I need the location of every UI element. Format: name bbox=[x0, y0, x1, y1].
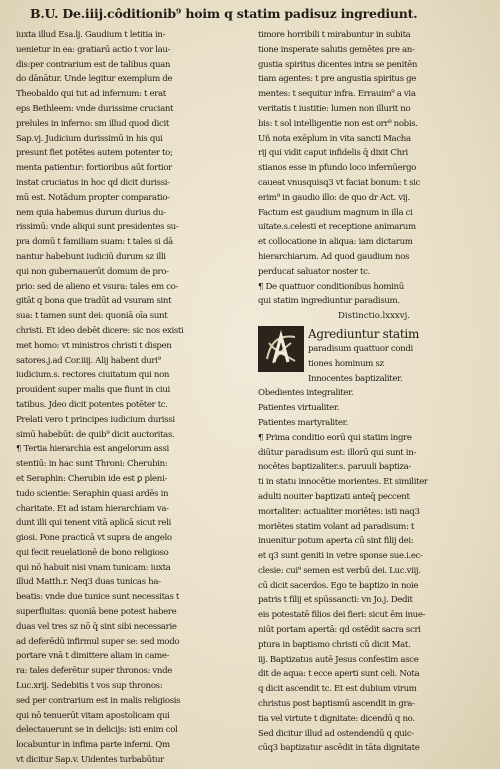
text-line: portare vnā t dimittere aliam in came- bbox=[16, 651, 170, 662]
text-line: timore horribili t mirabuntur in subita bbox=[258, 30, 411, 40]
heading-line: qui statim ingrediuntur paradisum. bbox=[258, 296, 400, 307]
text-line: et collocatione in aliqua: iam dictarum bbox=[258, 237, 413, 248]
text-line: patris t filij et spūssancti: vn Jo.j. Dedit bbox=[258, 595, 413, 606]
text-line: Sed dicitur illud ad ostendendū q quic- bbox=[258, 728, 414, 739]
text-line: mentes: t sequitur infra. Errauim⁹ a via bbox=[258, 89, 416, 100]
text-line: ti in statu innocētie morientes. Et similiter bbox=[258, 477, 428, 488]
text-line: cū dicit sacerdos. Ego te baptizo in noie bbox=[258, 580, 419, 591]
text-line: Innocentes baptizaliter. bbox=[308, 373, 403, 384]
text-line: tiones hominum sz bbox=[308, 358, 384, 369]
text-line: sua: t tamen sunt dei: quoniā oīa sunt bbox=[16, 311, 168, 322]
text-line: Uñ nota exēplum in vita sancti Macha bbox=[258, 133, 411, 144]
text-line: gustia spiritus dicentes intra se penitēn bbox=[258, 59, 418, 70]
text-line: veritatis t iustitie: lumen non illurit no bbox=[258, 103, 411, 114]
text-line: eps Bethleem: vnde durissime cruciant bbox=[16, 103, 174, 114]
text-line: prio: sed de alieno et vsura: tales em co- bbox=[16, 281, 178, 292]
text-line: Patientes martyraliter. bbox=[258, 417, 348, 428]
running-head: B.U. De.iiij.côditionib⁹ hoim q statim padisuz ingrediunt. bbox=[30, 6, 418, 21]
right-column-top-text bbox=[258, 28, 490, 280]
text-line: mortaliter: actualiter moriētes: isti naq3 bbox=[258, 506, 420, 517]
text-line: niūt portam apertā: qd ostēdit sacra scri bbox=[258, 625, 421, 636]
text-line: rissimū: vnde aliqui sunt presidentes su- bbox=[16, 222, 179, 233]
text-line: ad deferēdū infirmul super se: sed modo bbox=[16, 636, 180, 647]
text-line: superfluitas: quoniā bene potest habere bbox=[16, 607, 177, 618]
left-column bbox=[16, 28, 248, 768]
text-line: stentiū: in hac sunt Throni: Cherubin: bbox=[16, 459, 168, 470]
text-line: adulti nouiter baptizati anteq̄ peccent bbox=[258, 491, 410, 502]
text-line: dit de aqua: t ecce aperti sunt celi. Nota bbox=[258, 669, 420, 680]
text-line: prouident super malis que fiunt in ciui bbox=[16, 385, 170, 396]
text-line: qui fecit reuelationē de bono religioso bbox=[16, 547, 169, 558]
text-line: presunt fiet potētes autem potenter to; bbox=[16, 148, 173, 159]
text-line: Luc.xrij. Sedebitis t vos sup thronos: bbox=[16, 681, 163, 692]
text-line: met homo: vt ministros christi t dispen bbox=[16, 340, 172, 351]
text-line: iudicium.s. rectores ciuitatum qui non bbox=[16, 370, 170, 381]
text-line: rij qui vidit caput infidelis q̄ dixit Chri bbox=[258, 148, 408, 159]
text-line: eis potestatē filios dei fieri: sicut ēm inue- bbox=[258, 610, 426, 621]
text-line: dunt illi qui tenent vitā aplicā sicut reli bbox=[16, 518, 171, 529]
text-line: ¶ Prima conditio eorū qui statim ingre bbox=[258, 432, 412, 443]
text-line: Prelati vero t principes iudicium durissi bbox=[16, 414, 175, 425]
text-line: do dānātur. Unde legitur exemplum de bbox=[16, 74, 173, 85]
text-line: caueat vnusquisq3 vt faciat bonum: t sic bbox=[258, 177, 420, 188]
text-line: Obedientes integraliter. bbox=[258, 388, 354, 399]
text-line: prelules in inferno: sm illud quod dicit bbox=[16, 118, 169, 129]
text-line: erim⁹ in gaudio illo: de quo dr Act. vij. bbox=[258, 192, 410, 203]
initial-block bbox=[258, 326, 490, 386]
right-column-bottom-text bbox=[258, 386, 490, 756]
text-line: ¶ Tertia hierarchia est angelorum assi bbox=[16, 444, 169, 455]
text-line: locabuntur in infima parte inferni. Qm bbox=[16, 740, 170, 751]
text-line: satores.j.ad Cor.iiij. Alij habent duri⁹ bbox=[16, 355, 161, 366]
text-line: mū est. Notādum propter comparatio- bbox=[16, 192, 170, 203]
text-line: ptura in baptismo christi cū dicit Mat. bbox=[258, 639, 411, 650]
text-line: tatibus. Jdeo dicit potentes potēter tc. bbox=[16, 399, 168, 410]
text-line: inuenitur potum aperta cū sint filij dei: bbox=[258, 536, 414, 547]
text-line: Theobaldo qui tut ad infernum: t erat bbox=[16, 89, 166, 100]
text-line: menta patientur: fortioribus aūt fortior bbox=[16, 163, 172, 174]
text-line: tia vel virtute t dignitate: dicendū q no. bbox=[258, 713, 415, 724]
text-line: paradisum quattuor condi bbox=[308, 343, 413, 354]
text-line: duas vel tres sz nō q̄ sint sibi necessarie bbox=[16, 621, 177, 632]
text-line: dis:per contrarium est de talibus quan bbox=[16, 59, 171, 70]
text-line: ra: tales deferētur super thronos: vnde bbox=[16, 666, 173, 677]
text-line: Patientes virtualiter. bbox=[258, 403, 340, 414]
text-line: uitate.s.celesti et receptione animarum bbox=[258, 222, 416, 233]
text-line: cūq3 baptizatur ascēdit in tāta dignitate bbox=[258, 743, 420, 754]
text-line: iij. Baptizatus autē Jesus confestim asce bbox=[258, 654, 419, 665]
text-line: simū habebūt: de quib⁹ dicit auctoritas. bbox=[16, 429, 175, 440]
text-line: nocētes baptizaliter.s. paruuli baptiza- bbox=[258, 462, 411, 473]
text-line: nem quia habemus durum durius du- bbox=[16, 207, 166, 218]
text-line: diūtur paradisum est: illorū qui sunt in- bbox=[258, 447, 416, 458]
text-line: q dicit ascendit tc. Et est dubium virum bbox=[258, 684, 417, 695]
text-columns bbox=[16, 28, 490, 768]
text-line: qui nō habuit nisi vnam tunicam: iuxta bbox=[16, 562, 171, 573]
text-line: pra domū t familiam suam: t tales si dā bbox=[16, 237, 173, 248]
heading-line: ¶ De quattuor conditionibus hominū bbox=[258, 281, 404, 292]
text-line: delectauerunt se in delicijs: isti enim col bbox=[16, 725, 178, 736]
text-line: gitāt q bona que tradūt ad vsuram sint bbox=[16, 296, 172, 307]
section-heading bbox=[258, 280, 490, 310]
text-line: christi. Et ideo debēt dicere: sic nos existi bbox=[16, 325, 184, 336]
right-column bbox=[258, 28, 490, 768]
text-line: perducat saluator noster tc. bbox=[258, 266, 370, 277]
text-line: beatis: vnde due tunice sunt necessitas t bbox=[16, 592, 179, 603]
text-line: christus post baptismū ascendit in gra- bbox=[258, 699, 415, 710]
decorated-initial-icon bbox=[258, 326, 304, 372]
text-line: stianos esse in pfundo loco infernūergo bbox=[258, 163, 417, 174]
text-line: clesie: cui⁹ semen est verbū dei. Luc.viij. bbox=[258, 565, 421, 576]
text-line: et q3 sunt geniti in vetre sponse sue.i.ec- bbox=[258, 551, 423, 562]
text-line: qui nō tenuerūt vitam apostolicam qui bbox=[16, 710, 170, 721]
text-line: Factum est gaudium magnum in illa ci bbox=[258, 207, 413, 218]
text-line: tione insperate salutis gemētes pre an- bbox=[258, 44, 415, 55]
text-line: tiam agentes: t pre angustia spiritus ge bbox=[258, 74, 417, 85]
text-line: iuxta illud Esa.lj. Gaudium t letitia in- bbox=[16, 30, 166, 40]
initial-first-line: Agrediuntur statim bbox=[308, 326, 420, 341]
text-line: et Seraphin: Cherubin ide est ꝑ pleni- bbox=[16, 473, 167, 484]
text-line: bis: t sol intelligentie non est orr⁹ nobis. bbox=[258, 118, 418, 129]
text-line: vt dicitur Sap.v. Uidentes turbabūtur bbox=[16, 755, 164, 766]
text-line: illud Matth.r. Neq3 duas tunicas ha- bbox=[16, 577, 161, 588]
distinctio-label: Distinctio.lxxxvj. bbox=[337, 311, 411, 322]
text-line: Sap.vj. Judicium durissimū in his qui bbox=[16, 133, 163, 144]
text-line: giosi. Pone practicā vt supra de angelo bbox=[16, 533, 172, 544]
text-line: uenietur in ea: gratiarū actio t vor lau- bbox=[16, 44, 171, 55]
text-line: moriētes statim volant ad paradisum: t bbox=[258, 521, 414, 532]
text-line: charitate. Et ad istam hierarchiam va- bbox=[16, 503, 169, 514]
text-line: nantur habebunt iudiciū durum sz illi bbox=[16, 251, 166, 262]
text-line: instat cruciatus in hoc qd dicit durissi- bbox=[16, 177, 170, 188]
text-line: hierarchiarum. Ad quod gaudium nos bbox=[258, 251, 410, 262]
text-line: tudo scientie: Seraphin quasi ardēs in bbox=[16, 488, 169, 499]
text-line: qui non gubernauerūt domum de pro- bbox=[16, 266, 169, 277]
text-line: sed per contrarium est in malis religiosis bbox=[16, 695, 181, 706]
initial-lines bbox=[308, 326, 490, 386]
